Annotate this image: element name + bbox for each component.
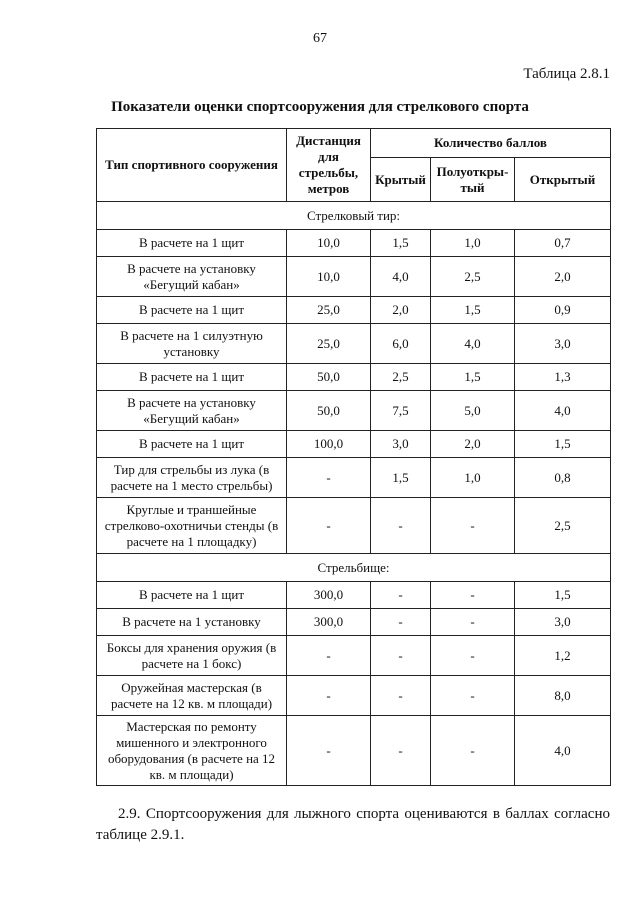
cell-type: В расчете на 1 щит bbox=[97, 582, 287, 609]
table-row bbox=[97, 582, 611, 609]
scores-table bbox=[96, 128, 611, 786]
cell-distance: 300,0 bbox=[287, 609, 371, 636]
cell-distance: - bbox=[287, 636, 371, 676]
cell-type: Боксы для хранения оружия (в расчете на 1 бокс) bbox=[97, 636, 287, 676]
table-row bbox=[97, 230, 611, 257]
cell-semi-open: 1,5 bbox=[431, 364, 515, 391]
cell-type: В расчете на установку «Бегущий кабан» bbox=[97, 391, 287, 431]
cell-open: 1,2 bbox=[515, 636, 611, 676]
section-row bbox=[97, 202, 611, 230]
table-row bbox=[97, 257, 611, 297]
cell-covered: 6,0 bbox=[371, 324, 431, 364]
cell-distance: - bbox=[287, 716, 371, 786]
header-points: Количество баллов bbox=[371, 129, 611, 158]
cell-type: В расчете на 1 щит bbox=[97, 364, 287, 391]
cell-semi-open: 4,0 bbox=[431, 324, 515, 364]
cell-distance: 10,0 bbox=[287, 257, 371, 297]
cell-distance: 50,0 bbox=[287, 391, 371, 431]
cell-covered: - bbox=[371, 676, 431, 716]
cell-semi-open: - bbox=[431, 676, 515, 716]
cell-semi-open: - bbox=[431, 716, 515, 786]
cell-distance: 300,0 bbox=[287, 582, 371, 609]
cell-distance: - bbox=[287, 676, 371, 716]
cell-semi-open: 1,0 bbox=[431, 458, 515, 498]
table-row bbox=[97, 609, 611, 636]
cell-open: 8,0 bbox=[515, 676, 611, 716]
cell-covered: 1,5 bbox=[371, 230, 431, 257]
cell-covered: 1,5 bbox=[371, 458, 431, 498]
cell-distance: 25,0 bbox=[287, 324, 371, 364]
cell-open: 3,0 bbox=[515, 609, 611, 636]
cell-open: 1,3 bbox=[515, 364, 611, 391]
table-row bbox=[97, 716, 611, 786]
table-row bbox=[97, 676, 611, 716]
cell-covered: - bbox=[371, 609, 431, 636]
table-row bbox=[97, 297, 611, 324]
table-row bbox=[97, 364, 611, 391]
cell-covered: 7,5 bbox=[371, 391, 431, 431]
cell-semi-open: - bbox=[431, 636, 515, 676]
table-row bbox=[97, 498, 611, 554]
cell-type: Круглые и траншейные стрелково-охотничьи стенды (в расчете на 1 площадку) bbox=[97, 498, 287, 554]
cell-semi-open: - bbox=[431, 498, 515, 554]
cell-semi-open: 2,0 bbox=[431, 431, 515, 458]
cell-covered: - bbox=[371, 636, 431, 676]
cell-distance: 25,0 bbox=[287, 297, 371, 324]
cell-open: 0,7 bbox=[515, 230, 611, 257]
section-row bbox=[97, 554, 611, 582]
cell-type: Тир для стрельбы из лука (в расчете на 1 место стрельбы) bbox=[97, 458, 287, 498]
cell-type: В расчете на 1 установку bbox=[97, 609, 287, 636]
cell-covered: 3,0 bbox=[371, 431, 431, 458]
cell-open: 3,0 bbox=[515, 324, 611, 364]
table-id: Таблица 2.8.1 bbox=[523, 66, 610, 82]
cell-covered: - bbox=[371, 498, 431, 554]
cell-distance: - bbox=[287, 458, 371, 498]
cell-covered: - bbox=[371, 582, 431, 609]
cell-semi-open: 5,0 bbox=[431, 391, 515, 431]
cell-type: Оружейная мастерская (в расчете на 12 кв. м площади) bbox=[97, 676, 287, 716]
cell-type: В расчете на 1 щит bbox=[97, 230, 287, 257]
table-row bbox=[97, 458, 611, 498]
cell-semi-open: 2,5 bbox=[431, 257, 515, 297]
cell-open: 4,0 bbox=[515, 716, 611, 786]
cell-type: В расчете на 1 щит bbox=[97, 431, 287, 458]
table-row bbox=[97, 636, 611, 676]
cell-open: 2,5 bbox=[515, 498, 611, 554]
cell-covered: 2,5 bbox=[371, 364, 431, 391]
cell-type: В расчете на установку «Бегущий кабан» bbox=[97, 257, 287, 297]
section-label: Стрельбище: bbox=[97, 554, 611, 582]
cell-open: 4,0 bbox=[515, 391, 611, 431]
table-row bbox=[97, 391, 611, 431]
cell-semi-open: - bbox=[431, 582, 515, 609]
header-covered: Крытый bbox=[371, 158, 431, 202]
cell-distance: - bbox=[287, 498, 371, 554]
table-row bbox=[97, 431, 611, 458]
cell-distance: 10,0 bbox=[287, 230, 371, 257]
cell-covered: - bbox=[371, 716, 431, 786]
cell-distance: 100,0 bbox=[287, 431, 371, 458]
cell-open: 2,0 bbox=[515, 257, 611, 297]
cell-open: 1,5 bbox=[515, 431, 611, 458]
cell-semi-open: 1,0 bbox=[431, 230, 515, 257]
header-distance: Дистанция для стрельбы, метров bbox=[287, 129, 371, 202]
cell-type: В расчете на 1 щит bbox=[97, 297, 287, 324]
cell-open: 0,8 bbox=[515, 458, 611, 498]
cell-type: Мастерская по ремонту мишенного и электронного оборудования (в расчете на 12 кв. м площади) bbox=[97, 716, 287, 786]
cell-semi-open: 1,5 bbox=[431, 297, 515, 324]
cell-open: 1,5 bbox=[515, 582, 611, 609]
footer-paragraph: 2.9. Спортсооружения для лыжного спорта оцениваются в баллах согласно таблице 2.9.1. bbox=[96, 806, 610, 843]
cell-type: В расчете на 1 силуэтную установку bbox=[97, 324, 287, 364]
header-open: Открытый bbox=[515, 158, 611, 202]
cell-semi-open: - bbox=[431, 609, 515, 636]
header-type: Тип спортивного сооружения bbox=[97, 129, 287, 202]
cell-covered: 4,0 bbox=[371, 257, 431, 297]
table-row bbox=[97, 324, 611, 364]
section-label: Стрелковый тир: bbox=[97, 202, 611, 230]
table-title: Показатели оценки спортсооружения для стрелкового спорта bbox=[111, 99, 529, 115]
page-number: 67 bbox=[313, 31, 327, 46]
header-semi-open: Полуоткры-тый bbox=[431, 158, 515, 202]
cell-covered: 2,0 bbox=[371, 297, 431, 324]
cell-open: 0,9 bbox=[515, 297, 611, 324]
cell-distance: 50,0 bbox=[287, 364, 371, 391]
